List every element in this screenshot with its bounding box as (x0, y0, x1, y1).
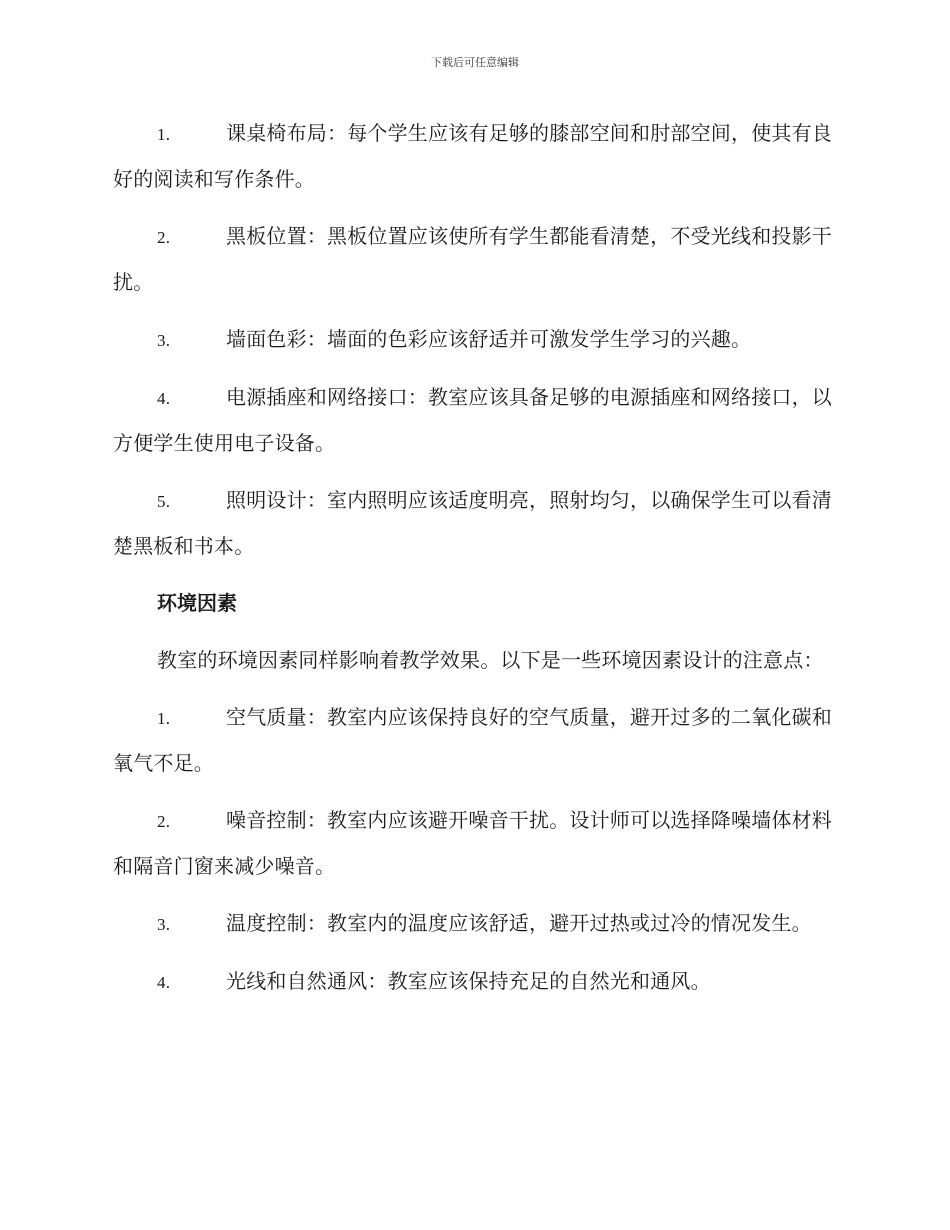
list-number: 1. (157, 709, 171, 728)
list-text: 光线和自然通风：教室应该保持充足的自然光和通风。 (226, 969, 711, 993)
section-intro: 教室的环境因素同样影响着教学效果。以下是一些环境因素设计的注意点： (157, 648, 824, 672)
list-text: 课桌椅布局：每个学生应该有足够的膝部空间和肘部空间，使其有良好的阅读和写作条件。 (113, 121, 832, 191)
page-header: 下载后可任意编辑 (431, 56, 519, 69)
list-number: 5. (157, 492, 171, 511)
list-text: 温度控制：教室内的温度应该舒适，避开过热或过冷的情况发生。 (226, 911, 812, 935)
list-item (113, 959, 835, 1005)
list-text: 噪音控制：教室内应该避开噪音干扰。设计师可以选择降噪墙体材料和隔音门窗来减少噪音。 (113, 808, 832, 878)
section-heading: 环境因素 (157, 591, 237, 615)
list-item (113, 375, 835, 466)
list-number: 4. (157, 389, 171, 408)
list-text: 墙面色彩：墙面的色彩应该舒适并可激发学生学习的兴趣。 (226, 327, 752, 351)
list-item (113, 111, 835, 202)
list-number: 1. (157, 125, 171, 144)
list-text: 电源插座和网络接口：教室应该具备足够的电源插座和网络接口，以方便学生使用电子设备。 (113, 385, 832, 455)
list-number: 2. (157, 228, 171, 247)
list-text: 空气质量：教室内应该保持良好的空气质量，避开过多的二氧化碳和氧气不足。 (113, 705, 832, 775)
list-item (113, 798, 835, 889)
list-number: 3. (157, 331, 171, 350)
list-item (113, 478, 835, 569)
list-text: 黑板位置：黑板位置应该使所有学生都能看清楚，不受光线和投影干扰。 (113, 224, 832, 294)
document-body (113, 111, 835, 1017)
list-item (113, 901, 835, 947)
list-item (113, 214, 835, 305)
list-number: 4. (157, 973, 171, 992)
list-number: 2. (157, 812, 171, 831)
list-number: 3. (157, 915, 171, 934)
list-item (113, 317, 835, 363)
list-text: 照明设计：室内照明应该适度明亮，照射均匀，以确保学生可以看清楚黑板和书本。 (113, 488, 832, 558)
list-item (113, 695, 835, 786)
